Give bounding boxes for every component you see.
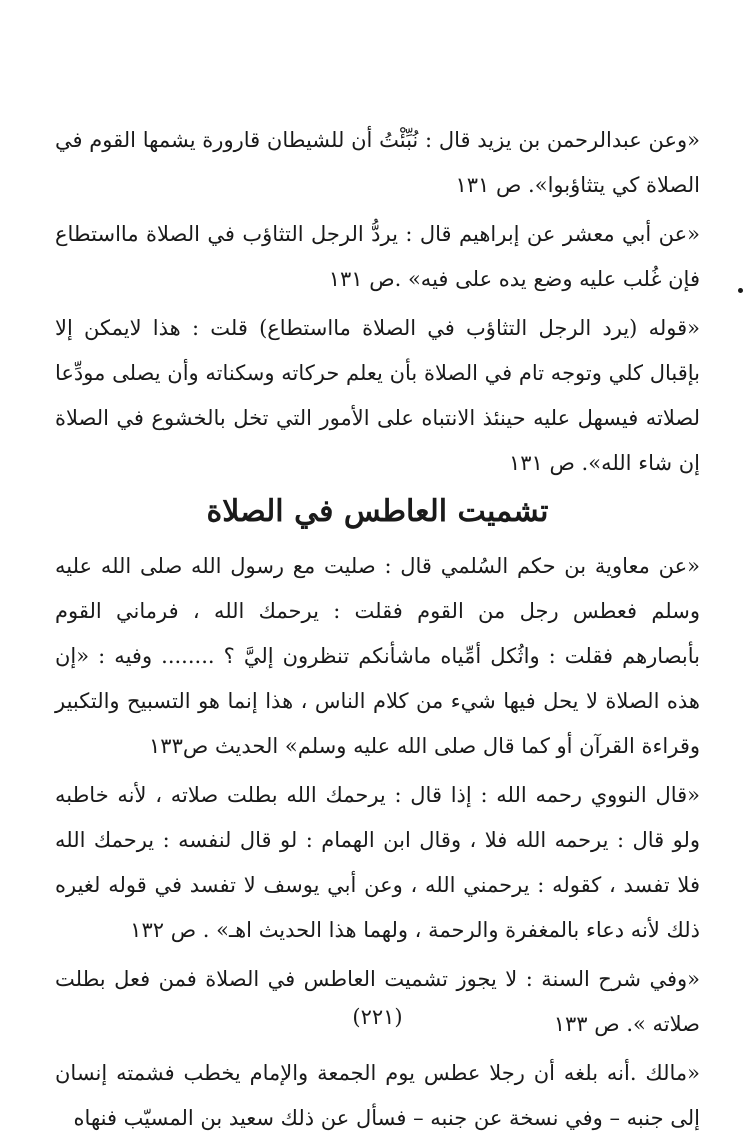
paragraph-sharh-sunnah: «وفي شرح السنة : لا يجوز تشميت العاطس في الصلاة فمن فعل بطلت صلاته ». ص ١٣٣: [55, 967, 700, 1036]
page-number: (٢٢١): [352, 1005, 403, 1029]
paragraph-shaytan-bottle: «وعن عبدالرحمن بن يزيد قال : نُبِّئْتُ أن للشيطان قارورة يشمها القوم في الصلاة كي يتثاؤبوا». ص ١٣١: [55, 128, 700, 197]
section-title: تشميت العاطس في الصلاة: [206, 494, 549, 529]
paragraph-commentary-yawning: «قوله (يرد الرجل التثاؤب في الصلاة مااستطاع) قلت : هذا لايمكن إلا بإقبال كلي وتوجه تام في الصلاة بأن يعلم حركاته وسكناته وأن يصلى مودِّعا لصلاته فيسهل عليه حينئذ الانتباه على الأمور التي تخل بالخشوع في الصلاة إن شاء الله». ص ١٣١: [55, 316, 700, 475]
margin-dot: [738, 288, 743, 293]
paragraph-malik: «مالك .أنه بلغه أن رجلا عطس يوم الجمعة والإمام يخطب فشمته إنسان إلى جنبه – وفي نسخة عن جنبه – فسأل عن ذلك سعيد بن المسيّب فنهاه: [55, 1061, 700, 1130]
paragraph-nawawi: «قال النووي رحمه الله : إذا قال : يرحمك الله بطلت صلاته ، لأنه خاطبه ولو قال : يرحمه الله فلا ، وقال ابن الهمام : لو قال لنفسه : يرحمك الله فلا تفسد ، كقوله : يرحمني الله ، وعن أبي يوسف لا تفسد في قوله لغيره ذلك لأنه دعاء بالمغفرة والرحمة ، ولهما هذا الحديث اهـ» . ص ١٣٢: [55, 783, 700, 942]
page-body: [55, 118, 700, 1145]
paragraph-abu-mashar: «عن أبي معشر عن إبراهيم قال : يردُّ الرجل التثاؤب في الصلاة مااستطاع فإن غُلب عليه وضع يده على فيه» .ص ١٣١: [55, 222, 700, 291]
paragraph-muawiya-hadith: «عن معاوية بن حكم السُلمي قال : صليت مع رسول الله صلى الله عليه وسلم فعطس رجل من القوم فقلت : يرحمك الله ، فرماني القوم بأبصارهم فقلت : واثُكل أمِّياه ماشأنكم تنظرون إليَّ ؟ ........ وفيه : «إن هذه الصلاة لا يحل فيها شيء من كلام الناس ، هذا إنما هو التسبيح والتكبير وقراءة القرآن أو كما قال صلى الله عليه وسلم» الحديث ص١٣٣: [55, 554, 700, 758]
